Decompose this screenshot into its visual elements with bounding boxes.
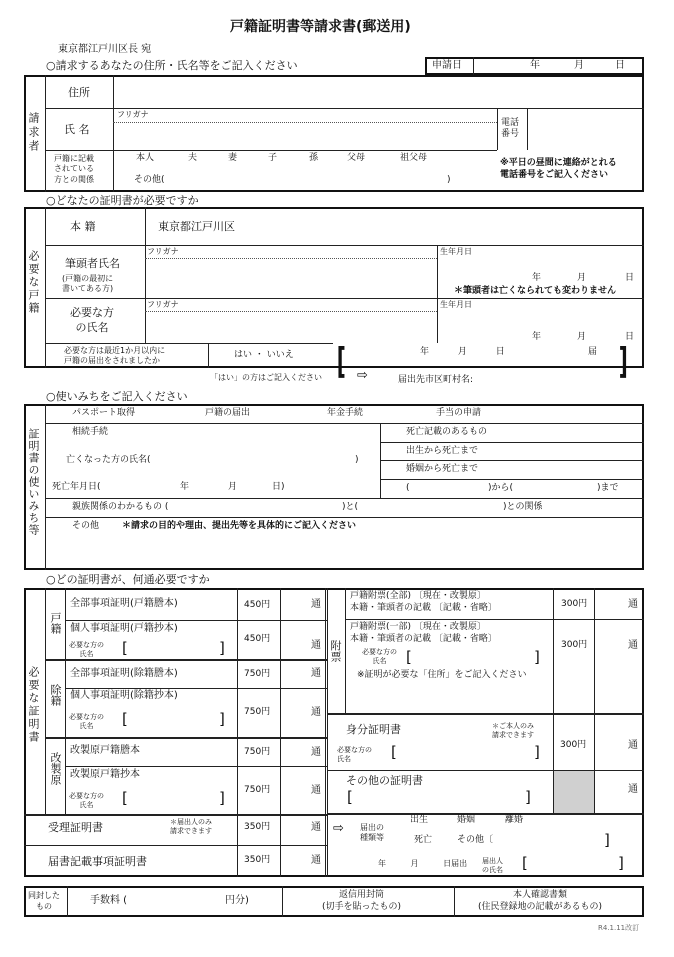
joseki-kojin-price: 750円	[244, 707, 271, 717]
hittousha-birth-label: 生年月日	[440, 247, 472, 256]
hittousha-sub: (戸籍の最初に 書いてある方)	[62, 274, 114, 293]
application-date-label: 申請日	[432, 60, 462, 71]
honseki-city[interactable]: 東京都江戸川区	[158, 220, 235, 233]
fuhyo-ichibu-price: 300円	[561, 640, 588, 650]
date-month[interactable]: 月	[574, 60, 584, 71]
other-cert-count[interactable]: 通	[628, 784, 638, 795]
mibun-note: ＊ご本人のみ 請求できます	[492, 722, 534, 740]
death-date-month[interactable]: 月	[228, 482, 238, 492]
koseki-bracket-open: [	[122, 639, 128, 657]
joseki-needed-label: 必要な方の 氏名	[69, 713, 104, 731]
section2-heading: ○どなたの証明書が必要ですか	[46, 194, 199, 207]
phone-label: 電話 番号	[501, 118, 520, 139]
needed-birth-year[interactable]: 年	[532, 332, 542, 342]
death-date-label: 死亡年月日(	[52, 482, 101, 492]
hittousha-label: 筆頭者氏名	[65, 257, 120, 270]
furigana-label: フリガナ	[117, 110, 149, 119]
koseki-zenbu-name: 全部事項証明(戸籍謄本)	[70, 598, 178, 609]
joseki-bracket-close: ]	[219, 710, 225, 728]
revision: R4.1.11改訂	[598, 924, 640, 932]
kaisei-bracket-open: [	[122, 789, 128, 807]
hittousha-birth-day[interactable]: 日	[625, 273, 635, 283]
kaisei-needed-label: 必要な方の 氏名	[69, 792, 104, 810]
section1-heading: ○請求するあなたの住所・氏名等をご記入ください	[46, 59, 298, 72]
phone-note: ※平日の昼間に連絡がとれる 電話番号をご記入ください	[500, 158, 617, 181]
date-day[interactable]: 日	[615, 60, 625, 71]
koseki-needed-label: 必要な方の 氏名	[69, 641, 104, 659]
mibun-count[interactable]: 通	[628, 740, 638, 751]
other-cert-bracket-close: ]	[525, 788, 531, 806]
hittousha-furigana: フリガナ	[147, 247, 179, 256]
mibun-name: 身分証明書	[346, 723, 401, 736]
address-label: 住所	[68, 86, 90, 99]
rel-option-child[interactable]: 子	[268, 153, 278, 163]
kaisei-tohon-name: 改製原戸籍謄本	[70, 745, 140, 756]
kinship-end[interactable]: )との関係	[503, 502, 543, 512]
section4-heading: ○どの証明書が、何通必要ですか	[46, 573, 210, 586]
kind-other-close: ]	[604, 831, 610, 849]
other-cert-price-gray	[554, 771, 594, 813]
rel-option-grandparents[interactable]: 祖父母	[400, 153, 428, 163]
kind-divorce[interactable]: 離婚	[505, 815, 524, 825]
notification-place-label: 届出先市区町村名:	[398, 375, 474, 385]
range-open: (	[406, 483, 410, 493]
kind-marriage[interactable]: 婚姻	[457, 815, 476, 825]
todoke-person-bracket-open: [	[522, 854, 528, 872]
koseki-group-label: 戸籍	[49, 612, 62, 634]
deceased-name-label: 亡くなった方の氏名(	[66, 455, 151, 465]
requester-name-input[interactable]	[116, 124, 494, 148]
koseki-zenbu-price: 450円	[244, 600, 271, 610]
joseki-kojin-count[interactable]: 通	[311, 707, 321, 718]
koseki-kojin-price: 450円	[244, 634, 271, 644]
kaisei-tohon-count[interactable]: 通	[311, 747, 321, 758]
notification-date[interactable]: 年 月 日	[420, 347, 505, 357]
needed-name-label: 必要な方 の氏名	[70, 306, 114, 334]
fuhyo-zenbu-name: 戸籍附票(全部) 〔現在・改製原〕 本籍・筆頭者の記載 〔記載・省略〕	[350, 591, 497, 613]
other-cert-name: その他の証明書	[346, 774, 423, 787]
use-inheritance[interactable]: 相続手続	[72, 427, 109, 437]
fee-unit[interactable]: 円分)	[225, 895, 249, 906]
todoke-date[interactable]: 年 月 日届出	[378, 859, 468, 868]
needed-koseki-side-label: 必要な戸籍	[27, 250, 40, 315]
death-record[interactable]: 死亡記載のあるもの	[406, 427, 488, 437]
fuhyo-ichibu-count[interactable]: 通	[628, 640, 638, 651]
use-pension[interactable]: 年金手続	[327, 408, 364, 418]
honseki-label: 本 籍	[70, 220, 96, 233]
addressee: 東京都江戸川区長 宛	[58, 44, 152, 55]
kaisei-shohon-name: 改製原戸籍抄本	[70, 769, 140, 780]
kinship-label: 親族関係のわかるもの (	[72, 502, 169, 512]
death-date-day[interactable]: 日)	[272, 482, 285, 492]
kaisei-group-label: 改製原	[49, 752, 62, 785]
mibun-price: 300円	[560, 740, 587, 750]
use-koseki-notification[interactable]: 戸籍の届出	[205, 408, 251, 418]
fuhyo-note: ※証明が必要な「住所」をご記入ください	[357, 670, 527, 680]
if-yes-note: 「はい」の方はご記入ください	[210, 373, 322, 382]
fuhyo-needed-label: 必要な方の 氏名	[362, 648, 397, 666]
yes-no-choice[interactable]: はい ・ いいえ	[234, 350, 294, 360]
fuhyo-zenbu-count[interactable]: 通	[628, 599, 638, 610]
kind-birth[interactable]: 出生	[410, 815, 429, 825]
notification-label: 届	[588, 347, 598, 357]
usage-box	[24, 404, 644, 570]
koseki-bracket-close: ]	[219, 639, 225, 657]
requester-side-label: 請求者	[27, 112, 40, 154]
birth-to-death[interactable]: 出生から死亡まで	[406, 446, 479, 456]
right-bracket: ]	[618, 341, 628, 382]
usage-side-label: 証明書の使いみち等	[27, 428, 40, 536]
joseki-zenbu-count[interactable]: 通	[311, 668, 321, 679]
fuhyo-bracket-close: ]	[534, 648, 540, 666]
hittousha-birth-month[interactable]: 月	[577, 273, 587, 283]
fuhyo-bracket-open: [	[406, 648, 412, 666]
todoke-person-label: 届出人 の氏名	[482, 857, 503, 875]
hittousha-birth-year[interactable]: 年	[532, 273, 542, 283]
return-envelope[interactable]: 返信用封筒 (切手を貼ったもの)	[322, 890, 402, 913]
joseki-zenbu-price: 750円	[244, 669, 271, 679]
needed-birth-month[interactable]: 月	[577, 332, 587, 342]
rel-other-close: )	[447, 175, 451, 185]
needed-birth-day[interactable]: 日	[625, 332, 635, 342]
mibun-bracket-open: [	[391, 743, 397, 761]
other-cert-bracket-open: [	[347, 788, 353, 806]
date-year[interactable]: 年	[530, 60, 540, 71]
kinship-mid[interactable]: )と(	[342, 502, 359, 512]
kind-other[interactable]: その他〔	[457, 835, 494, 845]
arrow-icon-2: ⇨	[333, 821, 344, 836]
todoke-kind-label: 届出の 種類等	[360, 823, 384, 843]
joseki-bracket-open: [	[122, 710, 128, 728]
marriage-to-death[interactable]: 婚姻から死亡まで	[406, 464, 479, 474]
fuhyo-ichibu-name: 戸籍附票(一部) 〔現在・改製原〕 本籍・筆頭者の記載 〔記載・省略〕	[350, 622, 497, 644]
koseki-kojin-name: 個人事項証明(戸籍抄本)	[70, 623, 178, 634]
range-from[interactable]: )から(	[488, 483, 514, 493]
kisai-price: 350円	[244, 855, 271, 865]
joseki-kojin-name: 個人事項証明(除籍抄本)	[70, 690, 178, 701]
certificates-side-label: 必要な証明書	[27, 666, 40, 744]
mibun-bracket-close: ]	[534, 743, 540, 761]
name-label: 氏 名	[64, 123, 90, 136]
arrow-icon: ⇨	[357, 368, 368, 383]
rel-option-other[interactable]: その他(	[134, 175, 165, 185]
rel-option-wife[interactable]: 妻	[228, 153, 238, 163]
rel-option-grandchild[interactable]: 孫	[309, 153, 319, 163]
fee-label: 手数料 (	[90, 895, 128, 906]
kaisei-shohon-count[interactable]: 通	[311, 785, 321, 796]
address-input[interactable]	[116, 78, 641, 106]
other-use-label[interactable]: その他	[72, 521, 100, 531]
rel-option-parents[interactable]: 父母	[347, 153, 366, 163]
fuhyo-group-label: 附票	[329, 640, 342, 662]
kaisei-bracket-close: ]	[219, 789, 225, 807]
hittousha-name-input[interactable]	[148, 260, 434, 296]
kisai-count[interactable]: 通	[311, 855, 321, 866]
use-allowance[interactable]: 手当の申請	[436, 408, 482, 418]
koseki-kojin-count[interactable]: 通	[311, 640, 321, 651]
kaisei-shohon-price: 750円	[244, 785, 271, 795]
needed-name-furigana: フリガナ	[147, 300, 179, 309]
kind-death[interactable]: 死亡	[414, 835, 433, 845]
mibun-needed-label: 必要な方の 氏名	[337, 746, 372, 764]
juri-count[interactable]: 通	[311, 822, 321, 833]
phone-input[interactable]	[530, 111, 640, 147]
kaisei-tohon-price: 750円	[244, 747, 271, 757]
id-document[interactable]: 本人確認書類 (住民登録地の記載があるもの)	[478, 890, 603, 913]
kisai-name: 届書記載事項証明書	[48, 855, 147, 868]
koseki-zenbu-count[interactable]: 通	[311, 599, 321, 610]
recent-notification-question: 必要な方は最近1か月以内に 戸籍の届出をされましたか	[64, 346, 166, 366]
rel-option-self[interactable]: 本人	[136, 153, 155, 163]
use-passport[interactable]: パスポート取得	[72, 408, 136, 418]
death-date-year[interactable]: 年	[180, 482, 190, 492]
needed-name-input[interactable]	[148, 313, 434, 341]
rel-option-husband[interactable]: 夫	[188, 153, 198, 163]
juri-note: ＊届出人のみ 請求できます	[170, 818, 212, 836]
range-to[interactable]: )まで	[597, 483, 619, 493]
joseki-zenbu-name: 全部事項証明(除籍謄本)	[70, 668, 178, 679]
left-bracket: [	[336, 341, 346, 382]
todoke-person-bracket-close: ]	[618, 854, 624, 872]
other-use-note: ＊請求の目的や理由、提出先等を具体的にご記入ください	[122, 521, 357, 531]
page-title: 戸籍証明書等請求書(郵送用)	[230, 19, 411, 35]
enclosed-label: 同封した もの	[28, 891, 60, 911]
relationship-label: 戸籍に記載 されている 方との関係	[54, 154, 94, 184]
needed-birth-label: 生年月日	[440, 300, 472, 309]
deceased-note: ＊筆頭者は亡くなられても変わりません	[454, 286, 617, 296]
fuhyo-zenbu-price: 300円	[561, 599, 588, 609]
joseki-group-label: 除籍	[49, 684, 62, 706]
juri-name: 受理証明書	[48, 821, 103, 834]
juri-price: 350円	[244, 822, 271, 832]
deceased-name-close: )	[355, 455, 359, 465]
section3-heading: ○使いみちをご記入ください	[46, 390, 188, 403]
